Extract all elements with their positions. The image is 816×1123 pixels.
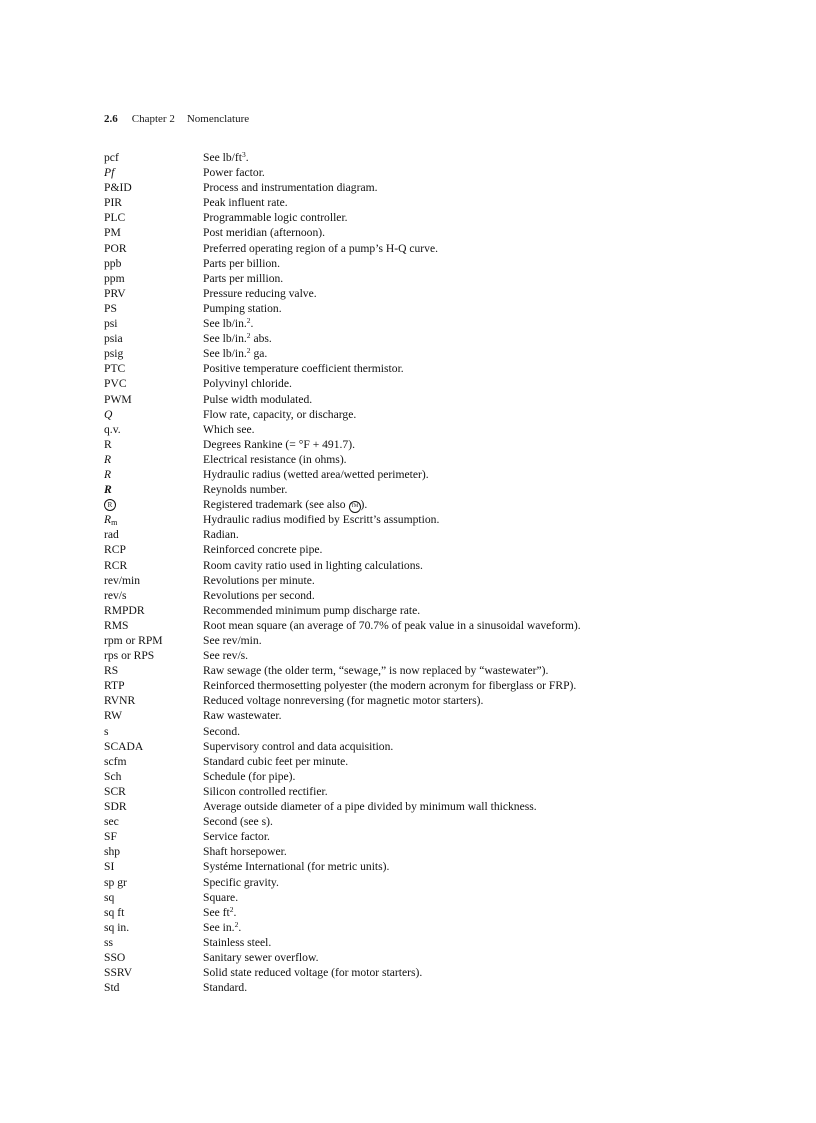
section-number: 2.6 <box>104 113 118 125</box>
entry-si <box>104 859 744 874</box>
entry-rev-min <box>104 573 744 588</box>
definition: Peak influent rate. <box>203 196 288 210</box>
definition: Recommended minimum pump discharge rate. <box>203 603 421 617</box>
definition: Pumping station. <box>203 301 282 315</box>
definition: See rev/s. <box>203 649 249 663</box>
term: SCADA <box>104 739 144 753</box>
entry-shp <box>104 844 744 859</box>
entry-registered <box>104 497 744 512</box>
term: PIR <box>104 196 123 210</box>
term: sq ft <box>104 905 125 919</box>
entry-psia <box>104 331 744 346</box>
definition: Room cavity ratio used in lighting calculations. <box>203 558 423 572</box>
entry-plc <box>104 210 744 225</box>
definition: Solid state reduced voltage (for motor starters). <box>203 966 423 980</box>
term: R <box>104 437 112 451</box>
term: R <box>104 483 112 497</box>
registered-mark-icon: R <box>104 499 116 511</box>
term: RMPDR <box>104 603 145 617</box>
term: pcf <box>104 151 119 164</box>
term <box>104 497 203 512</box>
definition: See in.$^2$. <box>203 919 242 934</box>
term: rev/min <box>104 573 141 587</box>
entry-pm <box>104 225 744 240</box>
definition: See $ft^2$. <box>203 904 237 919</box>
term: rps or RPS <box>104 649 155 663</box>
entry-pid <box>104 180 744 195</box>
entry-rs <box>104 663 744 678</box>
definition: Square. <box>203 890 239 904</box>
definition: Second (see s). <box>203 815 273 829</box>
entry-rcr <box>104 558 744 573</box>
entry-pf <box>104 165 744 180</box>
term: psia <box>104 332 123 346</box>
definition: Supervisory control and data acquisition. <box>203 739 394 753</box>
term: R <box>104 452 112 466</box>
term: PS <box>104 301 117 315</box>
term: PVC <box>104 377 127 391</box>
definition: Preferred operating region of a pump’s H-Q curve. <box>203 241 439 255</box>
definition: Service factor. <box>203 830 270 844</box>
entry-r-hydraulic <box>104 467 744 482</box>
term: psi <box>104 317 118 331</box>
entry-rvnr <box>104 693 744 708</box>
definition: Parts per billion. <box>203 256 280 270</box>
definition: See lb/in.$^2$ ga. <box>203 346 268 361</box>
entry-pwm <box>104 392 744 407</box>
definition: Which see. <box>203 422 255 436</box>
term: s <box>104 724 109 738</box>
entry-psig <box>104 346 744 361</box>
term: PM <box>104 226 121 240</box>
term: SSO <box>104 950 126 964</box>
definition: Parts per million. <box>203 271 284 285</box>
term: Pf <box>104 166 115 180</box>
term: RTP <box>104 679 125 693</box>
entry-ppb <box>104 256 744 271</box>
term: RCP <box>104 543 126 557</box>
definition: Radian. <box>203 528 239 542</box>
definition: Power factor. <box>203 166 265 180</box>
term: SF <box>104 830 117 844</box>
entry-sp-gr <box>104 875 744 890</box>
term: PWM <box>104 392 132 406</box>
definition: Second. <box>203 724 241 738</box>
trademark-icon: TM <box>349 501 361 513</box>
definition: Polyvinyl chloride. <box>203 377 292 391</box>
entry-r-resistance <box>104 452 744 467</box>
definition: Pressure reducing valve. <box>203 286 317 300</box>
entry-ppm <box>104 271 744 286</box>
definition: Post meridian (afternoon). <box>203 226 326 240</box>
entry-rad <box>104 527 744 542</box>
entry-sec <box>104 814 744 829</box>
entry-rps <box>104 648 744 663</box>
term: SCR <box>104 784 126 798</box>
definition: See lb/in.$^2$ abs. <box>203 331 272 346</box>
entry-rw <box>104 708 744 723</box>
definition: Positive temperature coefficient thermistor. <box>203 362 404 376</box>
entry-sso <box>104 950 744 965</box>
term: RCR <box>104 558 128 572</box>
definition: Hydraulic radius modified by Escritt’s assumption. <box>203 513 440 527</box>
chapter-label: Chapter 2 <box>131 113 175 125</box>
term: ppm <box>104 271 125 285</box>
entry-r-rankine <box>104 437 744 452</box>
term: sec <box>104 815 119 829</box>
definition: Average outside diameter of a pipe divided by minimum wall thickness. <box>203 800 537 814</box>
definition: Programmable logic controller. <box>203 211 348 225</box>
entry-sf <box>104 829 744 844</box>
entry-sch <box>104 769 744 784</box>
term: SSRV <box>104 966 133 980</box>
definition: Schedule (for pipe). <box>203 769 296 783</box>
term: SI <box>104 860 115 874</box>
entry-scada <box>104 739 744 754</box>
term: PLC <box>104 211 126 225</box>
definition: Flow rate, capacity, or discharge. <box>203 407 357 421</box>
definition: Reinforced concrete pipe. <box>203 543 323 557</box>
definition: Revolutions per second. <box>203 588 315 602</box>
term: SDR <box>104 800 127 814</box>
term: shp <box>104 845 121 859</box>
term: rad <box>104 528 119 542</box>
entry-prv <box>104 286 744 301</box>
definition: Process and instrumentation diagram. <box>203 181 378 195</box>
entry-scr <box>104 784 744 799</box>
definition: Electrical resistance (in ohms). <box>203 452 347 466</box>
definition: Systéme International (for metric units). <box>203 860 390 874</box>
entry-sdr <box>104 799 744 814</box>
definition: Standard cubic feet per minute. <box>203 754 349 768</box>
entry-qv <box>104 422 744 437</box>
term: $R_m$ <box>104 513 118 528</box>
entry-pcf <box>104 150 744 165</box>
definition: Registered trademark (see also TM ). <box>203 498 368 512</box>
definition: Hydraulic radius (wetted area/wetted perimeter). <box>203 467 429 481</box>
entry-rmpdr <box>104 603 744 618</box>
entry-std <box>104 980 744 995</box>
term: rpm or RPM <box>104 634 163 647</box>
entry-por <box>104 241 744 256</box>
definition: Sanitary sewer overflow. <box>203 950 319 964</box>
term: ss <box>104 935 114 949</box>
entry-rev-s <box>104 588 744 603</box>
entry-rpm <box>104 633 744 648</box>
nomenclature-list <box>104 150 744 995</box>
definition: Stainless steel. <box>203 935 272 949</box>
entry-s <box>104 724 744 739</box>
definition: Silicon controlled rectifier. <box>203 784 328 798</box>
definition: Pulse width modulated. <box>203 392 313 406</box>
term: RVNR <box>104 694 136 708</box>
term: psig <box>104 347 124 361</box>
entry-ssrv <box>104 965 744 980</box>
term: PRV <box>104 286 126 300</box>
definition: Reinforced thermosetting polyester (the modern acronym for fiberglass or FRP). <box>203 679 577 693</box>
term: RMS <box>104 618 129 632</box>
definition: Revolutions per minute. <box>203 573 315 587</box>
definition: See $lb/ft^3$. <box>203 150 249 164</box>
entry-rms <box>104 618 744 633</box>
entry-q <box>104 407 744 422</box>
entry-ptc <box>104 361 744 376</box>
definition: Specific gravity. <box>203 875 279 889</box>
term: Std <box>104 981 120 995</box>
entry-scfm <box>104 754 744 769</box>
term: POR <box>104 241 127 255</box>
entry-sq <box>104 890 744 905</box>
term: R <box>104 467 112 481</box>
entry-ps <box>104 301 744 316</box>
entry-rm <box>104 512 744 527</box>
entry-sq-ft <box>104 905 744 920</box>
term: q.v. <box>104 422 121 436</box>
term: RS <box>104 664 119 678</box>
definition: See rev/min. <box>203 634 262 647</box>
definition: Reynolds number. <box>203 483 288 497</box>
entry-psi <box>104 316 744 331</box>
definition: Root mean square (an average of 70.7% of peak value in a sinusoidal waveform). <box>203 618 581 632</box>
entry-rcp <box>104 542 744 557</box>
term: P&ID <box>104 181 132 195</box>
definition: Shaft horsepower. <box>203 845 287 859</box>
entry-pir <box>104 195 744 210</box>
chapter-title: Nomenclature <box>186 113 250 125</box>
definition: Raw sewage (the older term, “sewage,” is now replaced by “wastewater”). <box>203 664 549 678</box>
running-header <box>104 113 249 125</box>
entry-rtp <box>104 678 744 693</box>
definition: See lb/in.$^2$. <box>203 316 254 331</box>
entry-sq-in <box>104 920 744 935</box>
definition: Degrees Rankine (= °F + 491.7). <box>203 437 355 451</box>
definition: Reduced voltage nonreversing (for magnetic motor starters). <box>203 694 484 708</box>
entry-r-reynolds <box>104 482 744 497</box>
term: sq <box>104 890 115 904</box>
definition: Standard. <box>203 981 248 995</box>
term: ppb <box>104 256 122 270</box>
term: RW <box>104 709 123 723</box>
term: sq in. <box>104 920 130 934</box>
definition: Raw wastewater. <box>203 709 282 723</box>
term: PTC <box>104 362 126 376</box>
term: Q <box>104 407 113 421</box>
entry-pvc <box>104 376 744 391</box>
term: scfm <box>104 754 127 768</box>
term: rev/s <box>104 588 127 602</box>
term: sp gr <box>104 875 127 889</box>
entry-ss <box>104 935 744 950</box>
term: Sch <box>104 769 122 783</box>
